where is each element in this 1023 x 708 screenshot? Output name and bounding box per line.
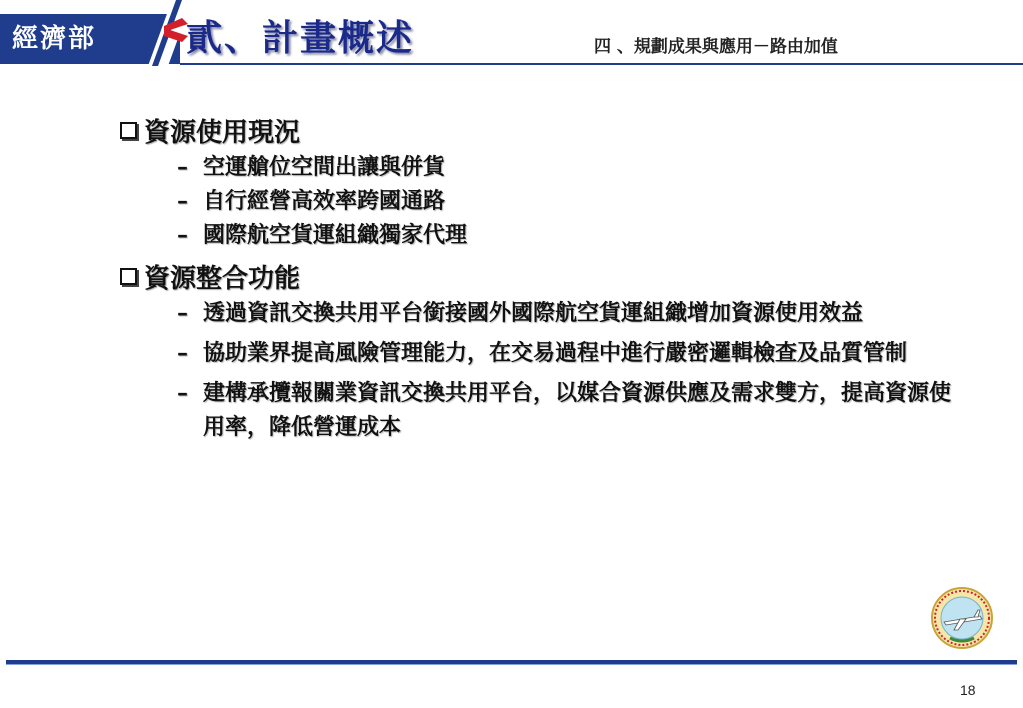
- checkbox-bullet-icon: [120, 268, 137, 285]
- checkbox-bullet-icon: [120, 122, 137, 139]
- list-item: [120, 376, 953, 444]
- list-item-text: 協助業界提高風險管理能力，在交易過程中進行嚴密邏輯檢查及品質管制: [203, 340, 908, 366]
- dash-bullet: –: [177, 222, 188, 248]
- list-item-text: 空運艙位空間出讓與併貨: [203, 154, 446, 180]
- page-number: 18: [960, 682, 976, 698]
- section-heading: [120, 256, 980, 296]
- list-item: [120, 150, 980, 184]
- section-heading-text: 資源整合功能: [144, 263, 301, 294]
- list-item: [120, 296, 953, 330]
- section-heading: [120, 110, 980, 150]
- slide-body: [120, 110, 980, 450]
- list-item-text: 國際航空貨運組織獨家代理: [203, 222, 468, 248]
- section-subtitle: 四 、規劃成果與應用－路由加值: [594, 37, 838, 57]
- list-item: [120, 336, 953, 370]
- bullet-list: [120, 296, 980, 444]
- dash-bullet: –: [177, 380, 188, 406]
- header-divider: [180, 63, 1023, 65]
- footer-divider: [6, 660, 1017, 664]
- list-item-text: 自行經營高效率跨國通路: [203, 188, 446, 214]
- slide-title: 貳、計畫概述: [186, 17, 415, 59]
- section-resource-usage: [120, 110, 980, 252]
- bullet-list: [120, 150, 980, 252]
- list-item-text: 建構承攬報關業資訊交換共用平台，以媒合資源供應及需求雙方，提高資源使用率，降低營運成本: [203, 380, 952, 440]
- ministry-label: 經濟部: [0, 14, 180, 64]
- dash-bullet: –: [177, 340, 188, 366]
- slide-header: [0, 0, 1023, 80]
- section-heading-text: 資源使用現況: [144, 117, 301, 148]
- dash-bullet: –: [177, 188, 188, 214]
- dash-bullet: –: [177, 154, 188, 180]
- list-item: [120, 184, 980, 218]
- section-resource-integration: [120, 256, 980, 444]
- association-seal-icon: [930, 586, 994, 650]
- list-item: [120, 218, 980, 252]
- dash-bullet: –: [177, 300, 188, 326]
- list-item-text: 透過資訊交換共用平台銜接國外國際航空貨運組織增加資源使用效益: [203, 300, 864, 326]
